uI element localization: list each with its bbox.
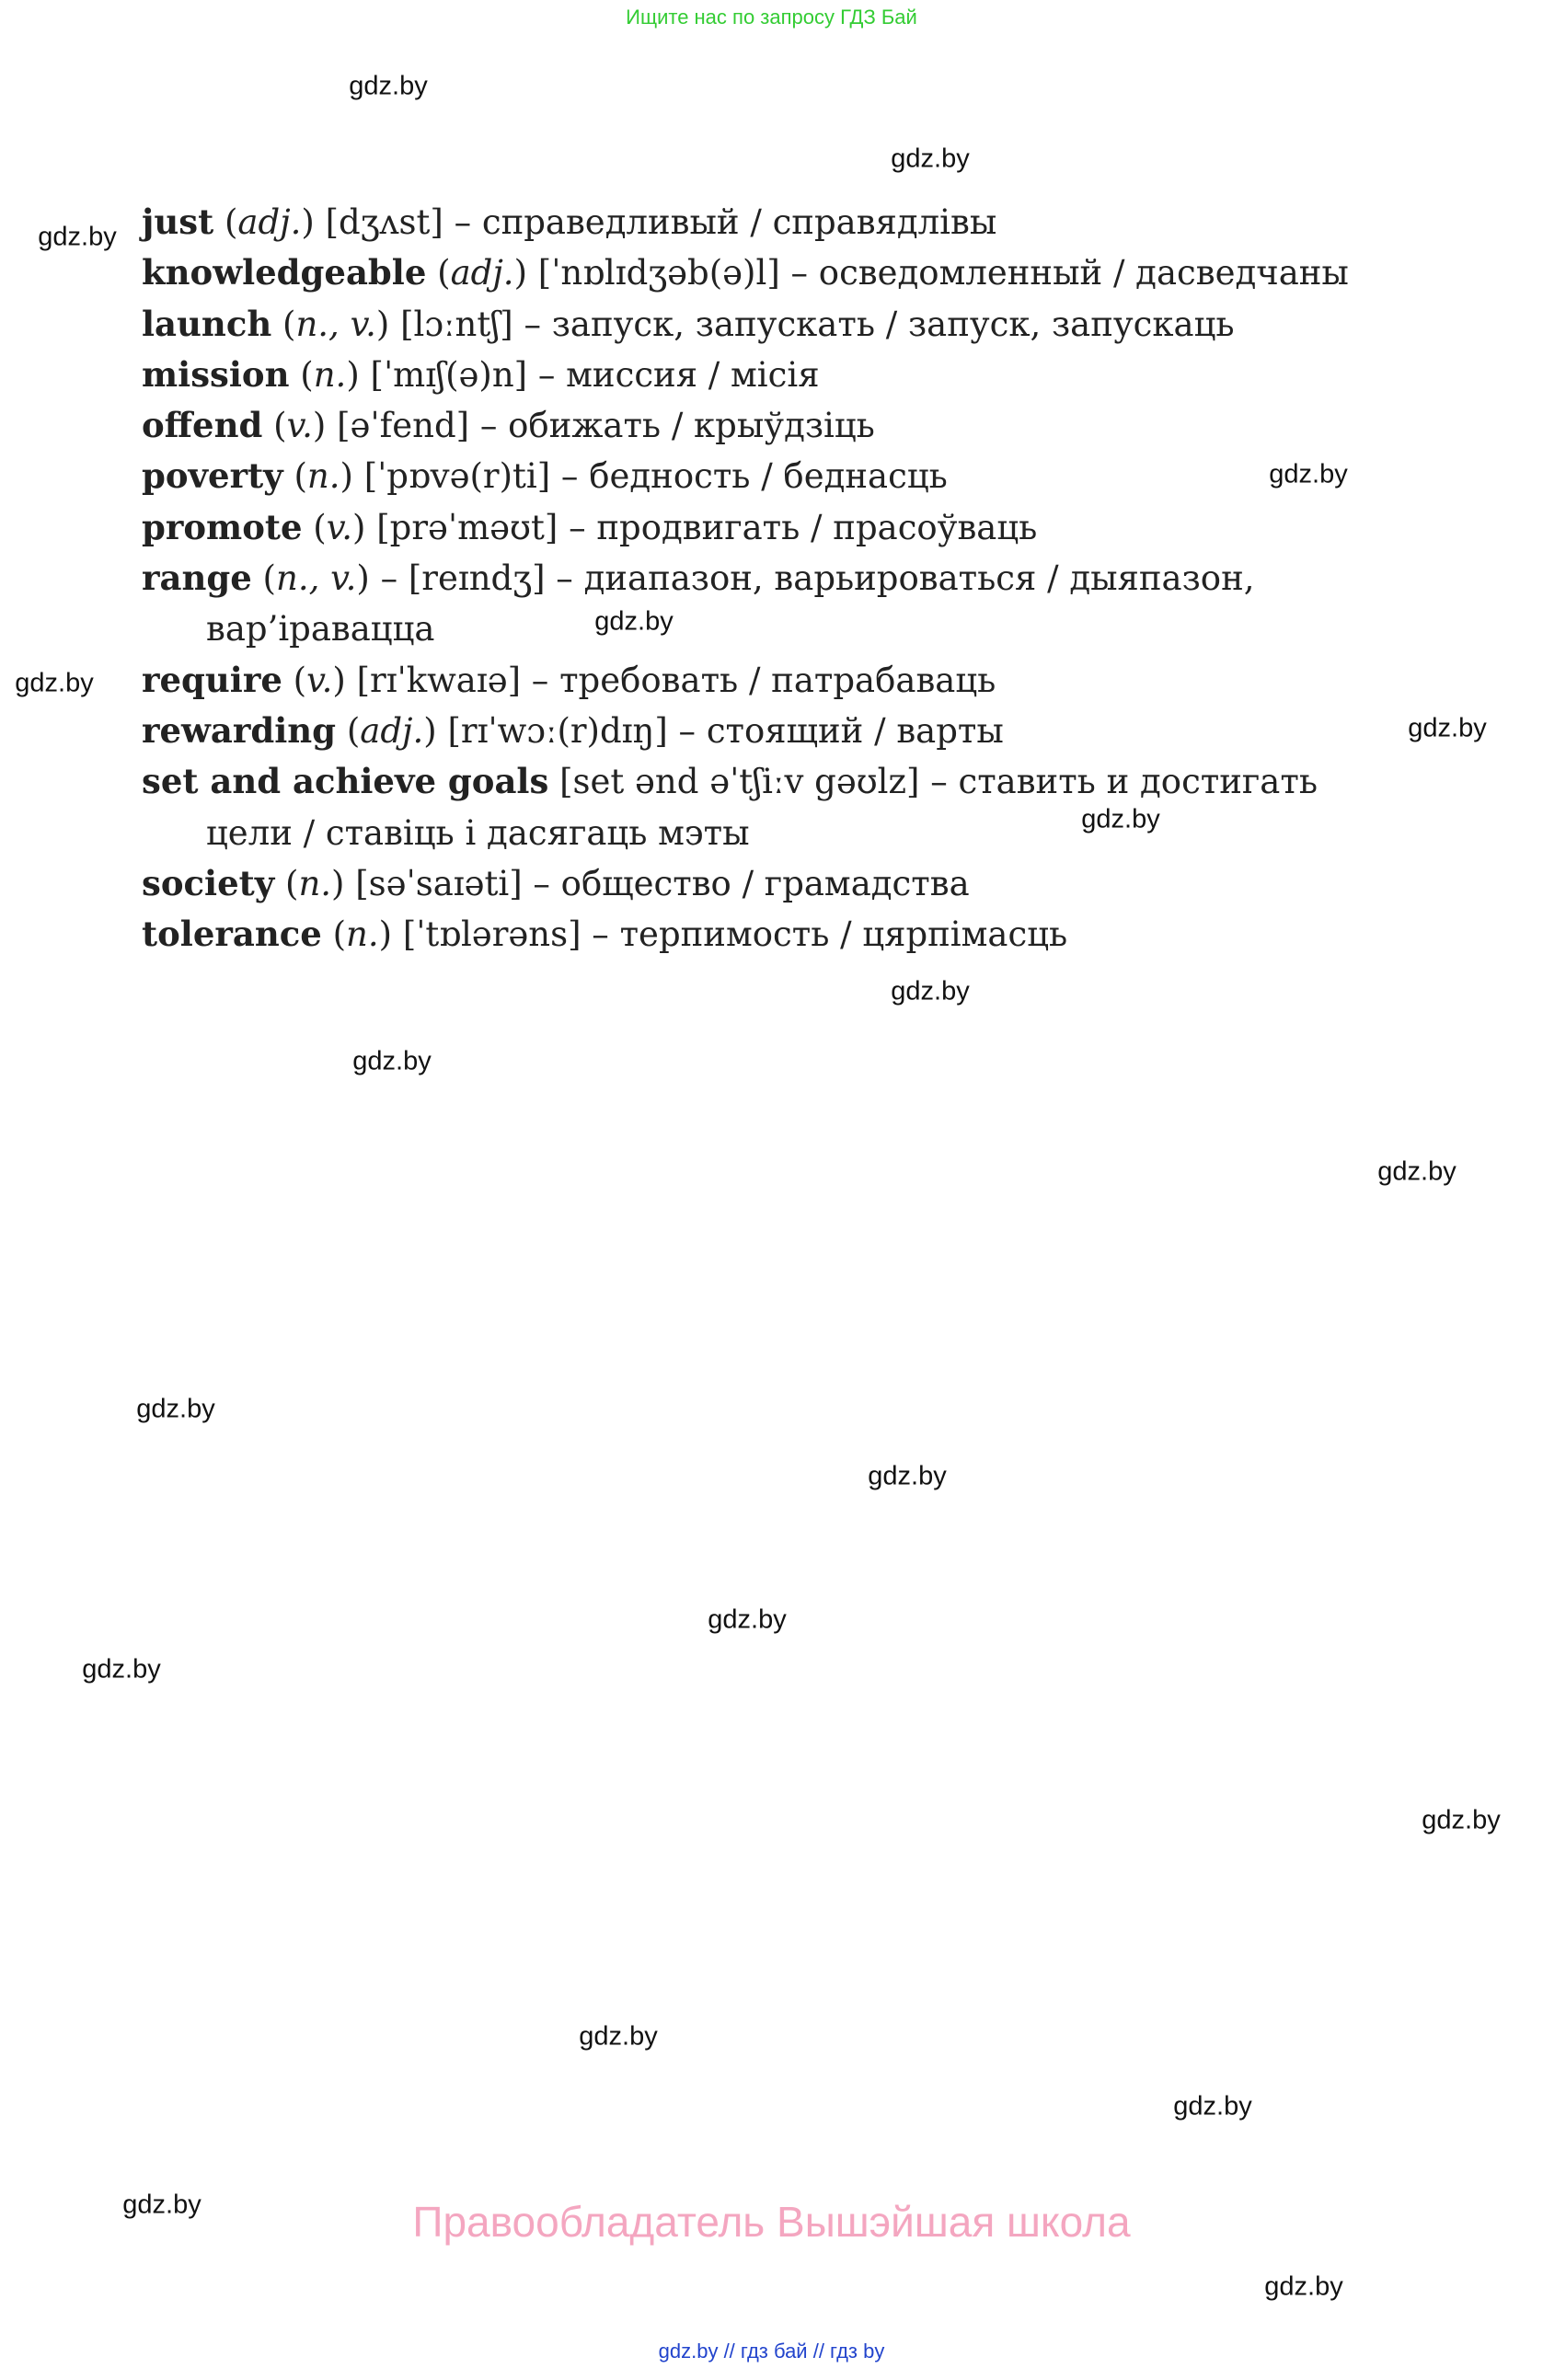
transcription: [dʒʌst] (325, 202, 443, 242)
vocab-entry: set and achieve goals [set ənd əˈtʃiːv gəʊlz] – ставить и достигать цели / ставіць і дасягаць мэты (142, 756, 1430, 858)
vocab-entry: society (n.) [səˈsaɪəti] – общество / грамадства (142, 862, 970, 903)
vocab-entry: launch (n., v.) [lɔːntʃ] – запуск, запускать / запуск, запускаць (142, 303, 1235, 344)
watermark-gdz: gdz.by (15, 668, 94, 698)
transcription: [rɪˈwɔː(r)dɪŋ] (447, 710, 668, 751)
headword: require (142, 659, 282, 700)
translation: требовать / патрабаваць (559, 660, 996, 700)
part-of-speech: n. (313, 354, 347, 395)
translation: обижать / крыўдзіць (508, 406, 875, 446)
vocabulary-list (142, 197, 1430, 960)
watermark-gdz: gdz.by (594, 606, 674, 637)
translation-continued: вар’іравацца (206, 609, 435, 650)
watermark-gdz: gdz.by (82, 1654, 161, 1684)
transcription: – [reɪndʒ] (380, 558, 546, 599)
headword: launch (142, 303, 272, 344)
part-of-speech: n. (298, 863, 332, 903)
watermark-gdz: gdz.by (1264, 2271, 1343, 2302)
part-of-speech: v. (306, 660, 333, 700)
transcription: [lɔːntʃ] (400, 304, 513, 344)
watermark-gdz: gdz.by (136, 1394, 215, 1424)
translation: ставить и достигать (958, 762, 1318, 802)
headword: tolerance (142, 914, 322, 955)
translation: справедливый / справядлівы (481, 202, 997, 242)
watermark-gdz: gdz.by (891, 976, 970, 1006)
search-hint-banner: Ищите нас по запросу ГДЗ Бай (626, 6, 917, 29)
headword: just (142, 201, 214, 242)
headword: offend (142, 405, 263, 446)
headword: range (142, 558, 252, 599)
part-of-speech: n., v. (295, 304, 376, 344)
headword: rewarding (142, 709, 337, 751)
transcription: [ˈmɪʃ(ə)n] (370, 354, 528, 395)
watermark-gdz: gdz.by (1269, 459, 1348, 489)
transcription: [set ənd əˈtʃiːv gəʊlz] (559, 762, 920, 802)
watermark-gdz: gdz.by (868, 1461, 947, 1491)
part-of-speech: adj. (237, 202, 302, 242)
vocab-entry: poverty (n.) [ˈpɒvə(r)ti] – бедность / беднасць (142, 455, 948, 497)
vocab-entry: just (adj.) [dʒʌst] – справедливый / справядлівы (142, 201, 997, 242)
part-of-speech: adj. (360, 710, 424, 751)
watermark-gdz: gdz.by (891, 144, 970, 174)
transcription: [səˈsaɪəti] (355, 863, 523, 903)
watermark-gdz: gdz.by (349, 71, 428, 101)
watermark-gdz: gdz.by (352, 1046, 432, 1076)
watermark-gdz: gdz.by (1173, 2091, 1252, 2121)
part-of-speech: v. (326, 507, 352, 547)
headword: promote (142, 506, 303, 547)
part-of-speech: n., v. (275, 558, 357, 599)
translation: запуск, запускать / запуск, запускаць (551, 304, 1235, 344)
transcription: [ˈtɒlərəns] (402, 914, 582, 955)
watermark-gdz: gdz.by (1408, 713, 1487, 743)
transcription: [rɪˈkwaɪə] (356, 660, 522, 700)
part-of-speech: n. (306, 456, 340, 497)
translation: бедность / беднасць (589, 456, 948, 497)
vocab-entry: mission (n.) [ˈmɪʃ(ə)n] – миссия / місія (142, 353, 820, 395)
translation: продвигать / прасоўваць (596, 507, 1038, 547)
translation: стоящий / варты (706, 710, 1004, 751)
part-of-speech: adj. (450, 253, 514, 293)
transcription: [ˈnɒlɪdʒəb(ə)l] (537, 253, 780, 293)
headword: mission (142, 353, 290, 395)
transcription: [əˈfend] (337, 406, 470, 446)
part-of-speech: n. (346, 914, 379, 955)
vocab-entry: range (n., v.) – [reɪndʒ] – диапазон, варьироваться / дыяпазон, вар’іравацца (142, 553, 1430, 655)
watermark-gdz: gdz.by (1422, 1805, 1501, 1835)
copyright-notice: Правообладатель Вышэйшая школа (412, 2198, 1131, 2246)
footer-links[interactable]: gdz.by // гдз бай // гдз by (658, 2340, 885, 2363)
vocab-entry: require (v.) [rɪˈkwaɪə] – требовать / патрабаваць (142, 659, 996, 700)
vocab-entry: promote (v.) [prəˈməʊt] – продвигать / прасоўваць (142, 506, 1038, 547)
watermark-gdz: gdz.by (38, 222, 117, 252)
translation-continued: цели / ставіць і дасягаць мэты (206, 812, 750, 853)
watermark-gdz: gdz.by (1377, 1156, 1457, 1187)
transcription: [ˈpɒvə(r)ti] (363, 456, 551, 497)
vocab-entry: rewarding (adj.) [rɪˈwɔː(r)dɪŋ] – стоящий / варты (142, 709, 1004, 751)
headword: poverty (142, 455, 283, 497)
watermark-gdz: gdz.by (579, 2021, 658, 2052)
translation: миссия / місія (566, 354, 820, 395)
watermark-gdz: gdz.by (122, 2190, 202, 2220)
vocab-entry: tolerance (n.) [ˈtɒlərəns] – терпимость / цярпімасць (142, 914, 1068, 955)
translation: общество / грамадства (560, 863, 970, 903)
vocab-entry: knowledgeable (adj.) [ˈnɒlɪdʒəb(ə)l] – осведомленный / дасведчаны (142, 252, 1349, 293)
translation: диапазон, варьироваться / дыяпазон, (583, 558, 1255, 599)
headword: knowledgeable (142, 252, 427, 293)
part-of-speech: v. (286, 406, 313, 446)
translation: осведомленный / дасведчаны (818, 253, 1349, 293)
watermark-gdz: gdz.by (1081, 804, 1160, 834)
translation: терпимость / цярпімасць (619, 914, 1068, 955)
headword: set and achieve goals (142, 761, 549, 802)
vocab-entry: offend (v.) [əˈfend] – обижать / крыўдзіць (142, 405, 875, 446)
headword: society (142, 862, 275, 903)
transcription: [prəˈməʊt] (376, 507, 558, 547)
watermark-gdz: gdz.by (708, 1604, 787, 1635)
